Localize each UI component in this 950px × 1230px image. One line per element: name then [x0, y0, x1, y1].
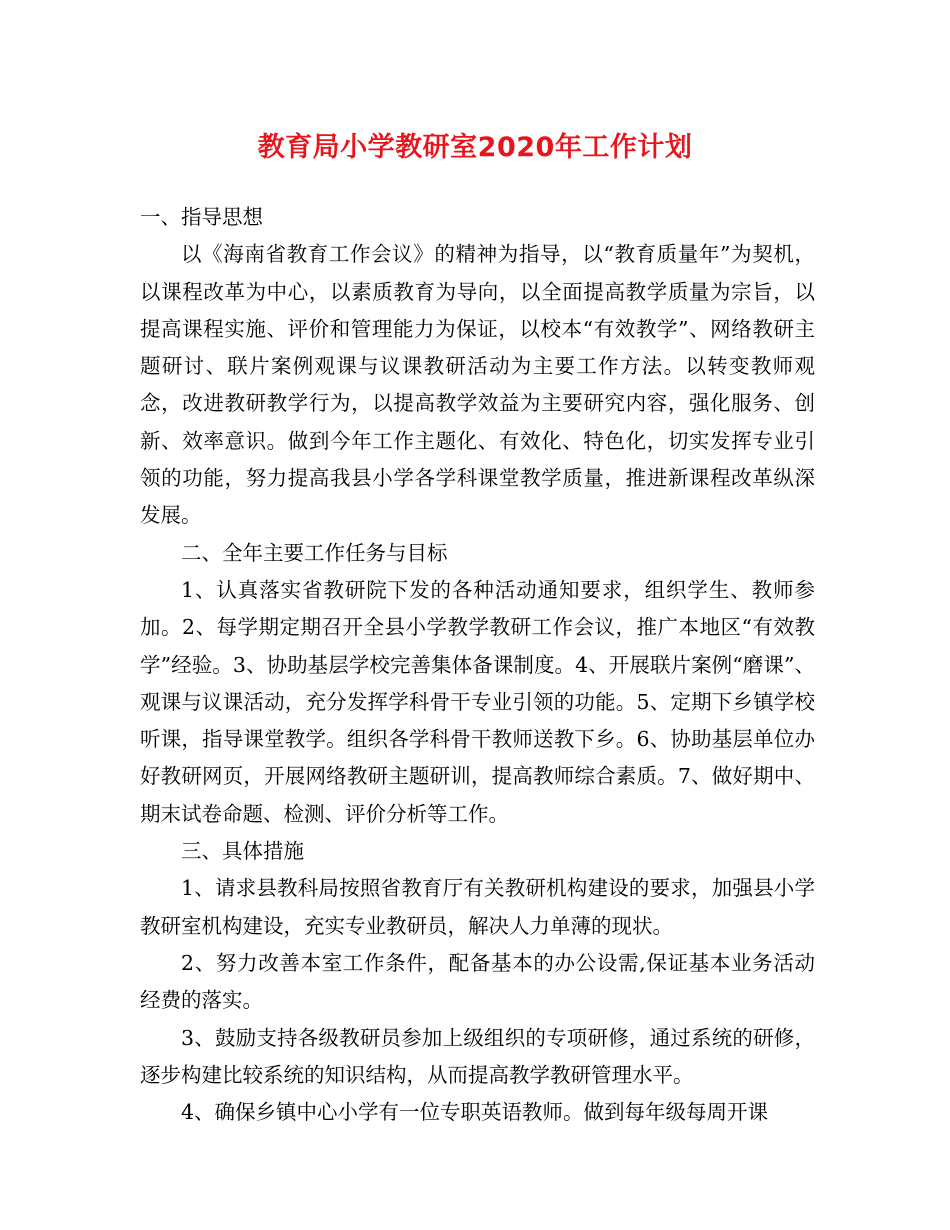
paragraph-tasks-goals: 1、认真落实省教研院下发的各种活动通知要求，组织学生、教师参加。2、每学期定期召开全县小学教学教研工作会议，推广本地区“有效教学”经验。3、协助基层学校完善集体备课制度。4、开展联片案例“磨课”、观课与议课活动，充分发挥学科骨干专业引领的功能。5、定期下乡镇学校听课，指导课堂教学。组织各学科骨干教师送教下乡。6、协助基层单位办好教研网页，开展网络教研主题研训，提高教师综合素质。7、做好期中、期末试卷命题、检测、评价分析等工作。: [140, 577, 815, 826]
document-body: [140, 199, 815, 1131]
paragraph-measure-4: 4、确保乡镇中心小学有一位专职英语教师。做到每年级每周开课: [181, 1100, 769, 1125]
paragraph-guiding-ideology: 以《海南省教育工作会议》的精神为指导，以“教育质量年”为契机，以课程改革为中心，以素质教育为导向，以全面提高教学质量为宗旨，以提高课程实施、评价和管理能力为保证，以校本“有效教学”、网络教研主题研讨、联片案例观课与议课教研活动为主要工作方法。以转变教师观念，改进教研教学行为，以提高教学效益为主要研究内容，强化服务、创新、效率意识。做到今年工作主题化、有效化、特色化，切实发挥专业引领的功能，努力提高我县小学各学科课堂教学质量，推进新课程改革纵深发展。: [140, 242, 815, 528]
document-title: 教育局小学教研室2020年工作计划: [257, 132, 693, 163]
paragraph-measure-3: 3、鼓励支持各级教研员参加上级组织的专项研修，通过系统的研修，逐步构建比较系统的知识结构，从而提高教学教研管理水平。: [140, 1025, 815, 1087]
section-heading-guiding-ideology: 一、指导思想: [140, 205, 263, 229]
paragraph-measure-1: 1、请求县教科局按照省教育厅有关教研机构建设的要求，加强县小学教研室机构建设，充实专业教研员，解决人力单薄的现状。: [140, 876, 815, 938]
section-heading-measures: 三、具体措施: [181, 839, 304, 864]
section-heading-tasks-goals: 二、全年主要工作任务与目标: [181, 540, 448, 565]
paragraph-measure-2: 2、努力改善本室工作条件，配备基本的办公设需,保证基本业务活动经费的落实。: [140, 950, 815, 1013]
